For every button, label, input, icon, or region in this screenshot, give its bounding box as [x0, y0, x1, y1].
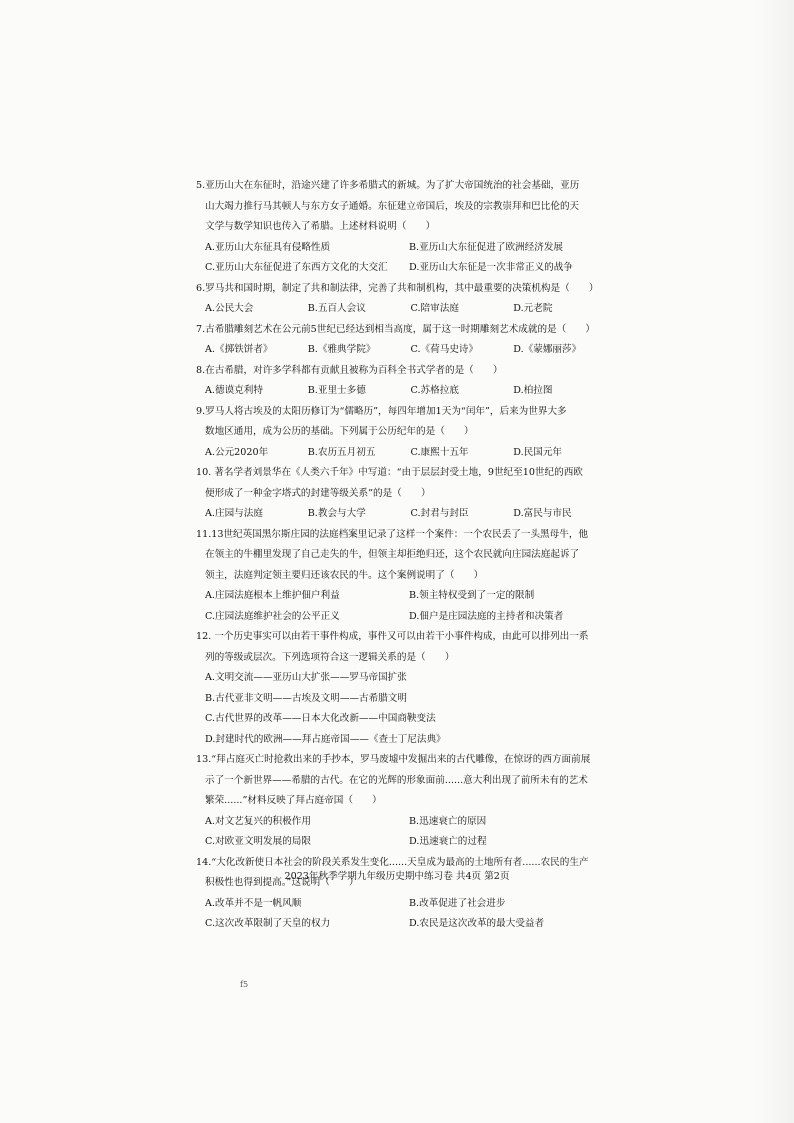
- answer-option[interactable]: D.封建时代的欧洲——拜占庭帝国——《查士丁尼法典》: [205, 733, 446, 745]
- question-text-line: 14.“大化改新使日本社会的阶段关系发生变化......天皇成为最高的土地所有者......农民的生产: [196, 856, 589, 868]
- answer-option[interactable]: C.陪审法庭: [410, 303, 459, 314]
- question-11: [196, 525, 616, 628]
- answer-option[interactable]: B.迅速衰亡的原因: [409, 815, 487, 827]
- option-row: [196, 730, 616, 751]
- answer-option[interactable]: A.文明交流——亚历山大扩张——罗马帝国扩张: [205, 672, 407, 683]
- question-text-line: 积极性也得到提高。”这说明（ ）: [205, 877, 359, 888]
- option-row: [196, 258, 616, 279]
- question-text-line: 12. 一个历史事实可以由若干事件构成，事件又可以由若干小事件构成，由此可以排列出一系: [196, 631, 589, 642]
- answer-option[interactable]: A.改革并不是一帆风顺: [205, 897, 302, 909]
- question-text-line: 山大竭力推行马其顿人与东方女子通婚。东征建立帝国后，埃及的宗教崇拜和巴比伦的天: [205, 200, 580, 212]
- answer-option[interactable]: D.《蒙娜丽莎》: [513, 344, 582, 355]
- answer-option[interactable]: B.古代亚非文明——古埃及文明——古希腊文明: [205, 692, 407, 704]
- answer-option[interactable]: B.五百人会议: [307, 303, 366, 314]
- question-text-line: 在领主的牛棚里发现了自己走失的牛，但领主却拒绝归还，这个农民就向庄园法庭起诉了: [205, 549, 580, 560]
- question-12: [196, 627, 616, 750]
- answer-option[interactable]: C.《荷马史诗》: [410, 344, 479, 355]
- option-row: [196, 299, 616, 320]
- answer-option[interactable]: B.农历五月初五: [307, 446, 376, 458]
- question-text-line: 7.古希腊雕刻艺术在公元前5世纪已经达到相当高度，属于这一时期雕刻艺术成就的是（ ）: [196, 323, 596, 335]
- answer-option[interactable]: A.庄园与法庭: [205, 508, 263, 519]
- answer-option[interactable]: C.庄园法庭维护社会的公平正义: [205, 610, 340, 622]
- question-7: [196, 320, 616, 361]
- answer-option[interactable]: D.元老院: [513, 303, 553, 314]
- option-row: [196, 668, 616, 689]
- answer-option[interactable]: B.亚历山大东征促进了欧洲经济发展: [409, 241, 564, 253]
- question-5: [196, 176, 616, 279]
- option-row: [196, 443, 616, 464]
- question-text-line: 9.罗马人将古埃及的太阳历修订为“儒略历”，每四年增加1天为“闰年”，后来为世界大多: [196, 405, 567, 417]
- question-8: [196, 361, 616, 402]
- answer-option[interactable]: C.对欧亚文明发展的局限: [205, 836, 311, 847]
- option-row: [196, 340, 616, 361]
- answer-option[interactable]: C.封君与封臣: [410, 508, 469, 519]
- scan-edge-shadow: [754, 0, 794, 1123]
- question-text-line: 列的等级或层次。下列选项符合这一逻辑关系的是（ ）: [205, 651, 455, 663]
- answer-option[interactable]: D.富民与市民: [513, 508, 572, 519]
- answer-option[interactable]: B.教会与大学: [307, 508, 366, 519]
- option-row: [196, 812, 616, 833]
- answer-option[interactable]: A.亚历山大东征具有侵略性质: [205, 241, 331, 253]
- option-row: [196, 586, 616, 607]
- question-text-line: 6.罗马共和国时期，制定了共和制法律，完善了共和制机构，其中最重要的决策机构是（ ）: [196, 282, 599, 294]
- question-list: [196, 176, 616, 935]
- answer-option[interactable]: C.亚历山大东征促进了东西方文化的大交汇: [205, 262, 388, 273]
- question-text-line: 便形成了一种金字塔式的封建等级关系”的是（ ）: [205, 487, 431, 499]
- option-row: [196, 832, 616, 853]
- question-10: [196, 463, 616, 525]
- answer-option[interactable]: A.庄园法庭根本上维护佃户利益: [205, 590, 340, 601]
- answer-option[interactable]: B.领主特权受到了一定的限制: [409, 590, 535, 601]
- question-text-line: 文学与数学知识也传入了希腊。上述材料说明（ ）: [205, 221, 436, 232]
- answer-option[interactable]: A.对文艺复兴的积极作用: [205, 815, 311, 827]
- option-row: [196, 238, 616, 259]
- question-text-line: 示了一个新世界——希腊的古代。在它的光辉的形象面前......意大利出现了前所未有的艺术: [205, 774, 588, 786]
- question-text-line: 领主，法庭判定领主要归还该农民的牛。这个案例说明了（ ）: [205, 569, 484, 581]
- answer-option[interactable]: D.迅速衰亡的过程: [409, 836, 487, 847]
- question-9: [196, 402, 616, 464]
- question-text-line: 13.“拜占庭灭亡时抢救出来的手抄本，罗马废墟中发掘出来的古代雕像，在惊讶的西方面前展: [196, 754, 591, 765]
- answer-option[interactable]: A.公元2020年: [205, 446, 269, 458]
- page-footer: 2023年秋季学期九年级历史期中练习卷 共4页 第2页: [284, 871, 510, 882]
- option-row: [196, 894, 616, 915]
- question-text-line: 繁荣......”材料反映了拜占庭帝国（ ）: [205, 795, 382, 806]
- question-text-line: 11.13世纪英国黑尔斯庄园的法庭档案里记录了这样一个案件：一个农民丢了一头黑母牛，他: [196, 528, 589, 540]
- answer-option[interactable]: D.佃户是庄园法庭的主持者和决策者: [409, 610, 564, 622]
- answer-option[interactable]: B.亚里士多德: [307, 385, 366, 396]
- answer-option[interactable]: D.亚历山大东征是一次非常正义的战争: [409, 262, 573, 273]
- option-row: [196, 709, 616, 730]
- answer-option[interactable]: C.古代世界的改革——日本大化改新——中国商鞅变法: [205, 713, 436, 724]
- option-row: [196, 381, 616, 402]
- question-6: [196, 279, 616, 320]
- question-text-line: 8.在古希腊，对许多学科都有贡献且被称为百科全书式学者的是（ ）: [196, 364, 503, 376]
- question-text-line: 10. 著名学者刘景华在《人类六千年》中写道：“由于层层封受土地，9世纪至10世纪的西欧: [196, 467, 583, 478]
- answer-option[interactable]: C.苏格拉底: [410, 385, 459, 396]
- answer-option[interactable]: C.康熙十五年: [410, 446, 469, 458]
- option-row: [196, 607, 616, 628]
- option-row: [196, 914, 616, 935]
- answer-option[interactable]: A.德谟克利特: [205, 385, 263, 396]
- answer-option[interactable]: D.柏拉图: [513, 385, 553, 396]
- option-row: [196, 504, 616, 525]
- question-text-line: 5.亚历山大在东征时，沿途兴建了许多希腊式的新城。为了扩大帝国统治的社会基础，亚历: [196, 180, 580, 191]
- answer-option[interactable]: B.改革促进了社会进步: [409, 897, 506, 909]
- question-text-line: 数地区通用，成为公历的基础。下列属于公历纪年的是（ ）: [205, 426, 474, 437]
- corner-mark: f5: [240, 980, 249, 989]
- question-14: [196, 853, 616, 935]
- answer-option[interactable]: D.农民是这次改革的最大受益者: [409, 918, 545, 929]
- answer-option[interactable]: B.《雅典学院》: [307, 344, 376, 355]
- question-13: [196, 750, 616, 853]
- answer-option[interactable]: A.公民大会: [205, 303, 254, 314]
- answer-option[interactable]: A.《掷铁饼者》: [205, 344, 273, 355]
- answer-option[interactable]: C.这次改革限制了天皇的权力: [205, 918, 331, 929]
- answer-option[interactable]: D.民国元年: [513, 446, 563, 458]
- option-row: [196, 689, 616, 710]
